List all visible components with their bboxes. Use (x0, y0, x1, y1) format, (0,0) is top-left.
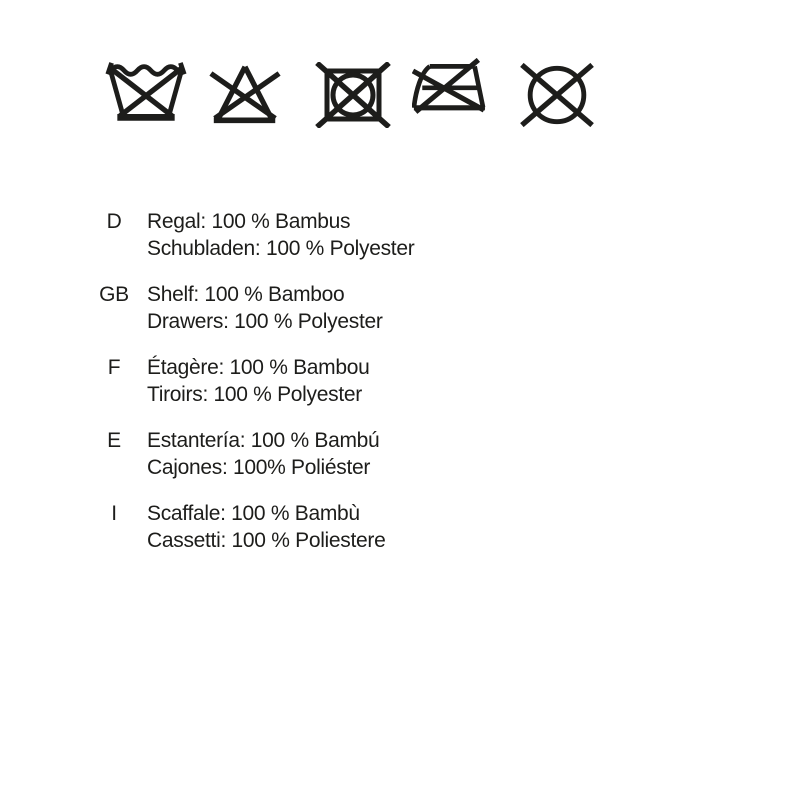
material-line: Cassetti: 100 % Poliestere (147, 529, 386, 552)
material-line: Drawers: 100 % Polyester (147, 310, 383, 333)
language-code: D (106, 210, 122, 233)
material-line: Regal: 100 % Bambus (147, 210, 351, 233)
do-not-dry-clean-icon (517, 60, 597, 130)
care-symbols-row (0, 0, 800, 150)
language-code: I (111, 502, 117, 525)
material-line: Étagère: 100 % Bambou (147, 356, 370, 379)
do-not-bleach-icon (209, 62, 281, 127)
material-block-it (0, 500, 800, 554)
language-code: GB (99, 283, 129, 306)
material-block-gb (0, 281, 800, 335)
material-block-fr (0, 354, 800, 408)
do-not-tumble-dry-icon (314, 62, 392, 128)
do-not-wash-icon (103, 59, 189, 126)
language-code: F (107, 356, 121, 379)
material-line: Schubladen: 100 % Polyester (147, 237, 415, 260)
material-block-es (0, 427, 800, 481)
material-block-de (0, 208, 800, 262)
material-line: Tiroirs: 100 % Polyester (147, 383, 362, 406)
do-not-iron-icon (412, 58, 498, 125)
material-line: Estantería: 100 % Bambú (147, 429, 380, 452)
material-line: Cajones: 100% Poliéster (147, 456, 371, 479)
material-line: Scaffale: 100 % Bambù (147, 502, 360, 525)
materials-list (0, 208, 800, 573)
material-line: Shelf: 100 % Bamboo (147, 283, 345, 306)
language-code: E (107, 429, 121, 452)
